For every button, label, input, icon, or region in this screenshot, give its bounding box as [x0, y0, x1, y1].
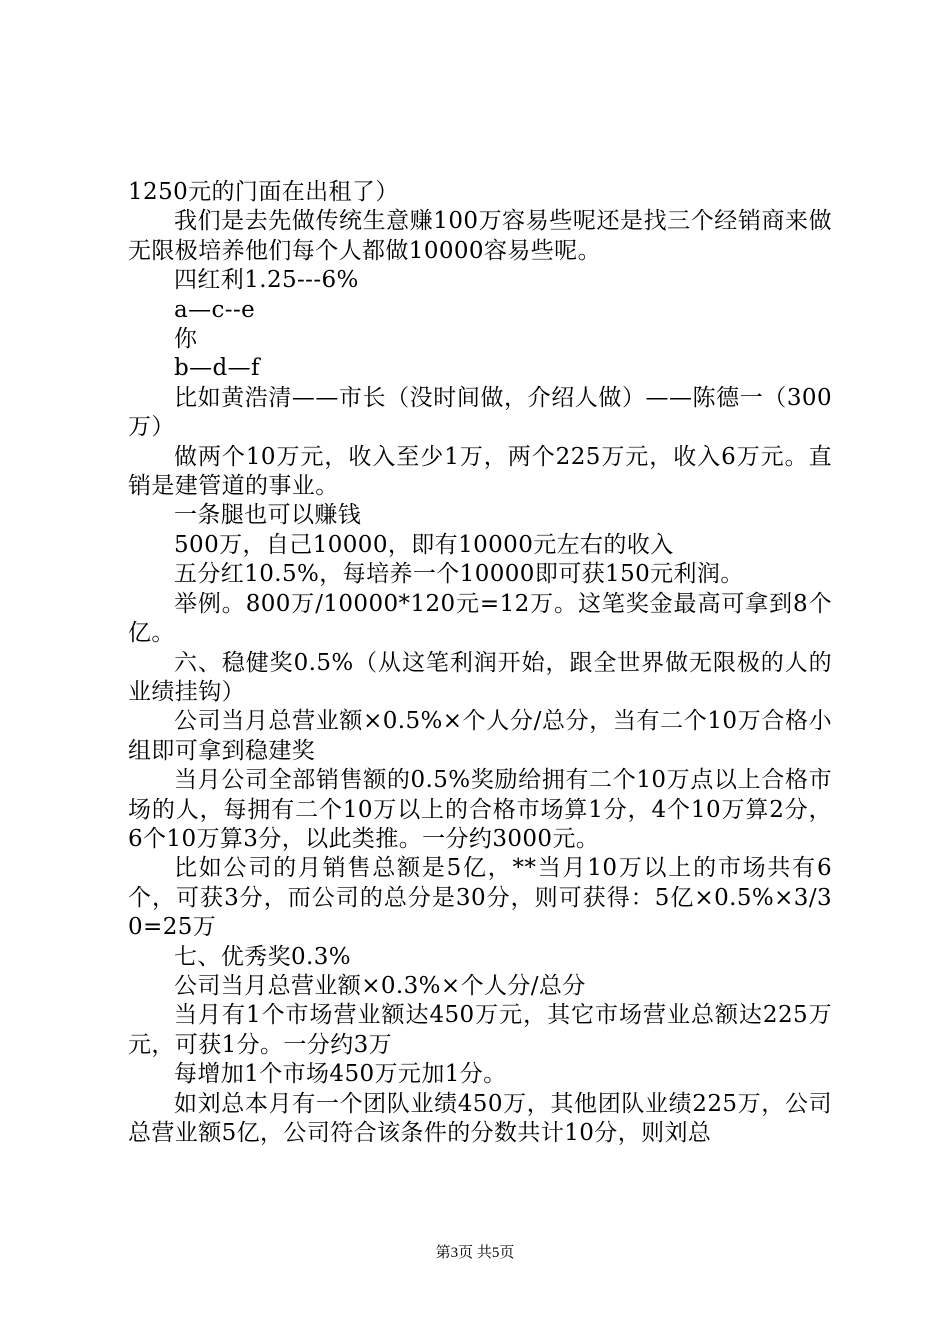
paragraph: 做两个10万元，收入至少1万，两个225万元，收入6万元。直销是建管道的事业。: [128, 443, 832, 500]
paragraph: 一条腿也可以赚钱: [174, 502, 362, 529]
paragraph-continuation: 1250元的门面在出租了）: [128, 179, 399, 205]
section-heading-paragraph: 七、优秀奖0.3%: [174, 943, 352, 970]
paragraph: 举例。800万/10000*120元=12万。这笔奖金最高可拿到8个亿。: [128, 590, 832, 647]
section-heading-paragraph: 六、稳健奖0.5%（从这笔利润开始，跟全世界做无限极的人的业绩挂钩）: [128, 649, 832, 705]
paragraph: 比如公司的月销售总额是5亿，**当月10万以上的市场共有6个，可获3分，而公司的总分是30分，则可获得：5亿×0.5%×3/30=25万: [128, 855, 832, 941]
paragraph: 公司当月总营业额×0.3%×个人分/总分: [174, 972, 586, 999]
paragraph: 公司当月总营业额×0.5%×个人分/总分，当有二个10万合格小组即可拿到稳建奖: [128, 708, 832, 764]
paragraph: 我们是去先做传统生意赚100万容易些呢还是找三个经销商来做无限极培养他们每个人都做10000容易些呢。: [128, 208, 832, 264]
paragraph: 当月公司全部销售额的0.5%奖励给拥有二个10万点以上合格市场的人，每拥有二个10万以上的合格市场算1分，4个10万算2分，6个10万算3分，以此类推。一分约3000元。: [128, 767, 832, 852]
document-body: [128, 178, 832, 1148]
paragraph: b—d—f: [174, 355, 260, 382]
paragraph: 四红利1.25---6%: [174, 267, 359, 294]
paragraph: 如刘总本月有一个团队业绩450万，其他团队业绩225万，公司总营业额5亿，公司符合该条件的分数共计10分，则刘总: [128, 1090, 832, 1146]
paragraph: 每增加1个市场450万元加1分。: [174, 1061, 507, 1088]
page-number-footer: 第3页 共5页: [435, 1245, 515, 1261]
paragraph: 你: [174, 326, 198, 353]
paragraph: 比如黄浩清——市长（没时间做，介绍人做）——陈德一（300万）: [128, 384, 832, 441]
paragraph: 当月有1个市场营业额达450万元，其它市场营业总额达225万元，可获1分。一分约3万: [128, 1002, 832, 1058]
paragraph: 500万，自己10000，即有10000元左右的收入: [174, 531, 674, 558]
paragraph: 五分红10.5%，每培养一个10000即可获150元利润。: [174, 561, 744, 588]
paragraph: a—c--e: [174, 296, 256, 323]
